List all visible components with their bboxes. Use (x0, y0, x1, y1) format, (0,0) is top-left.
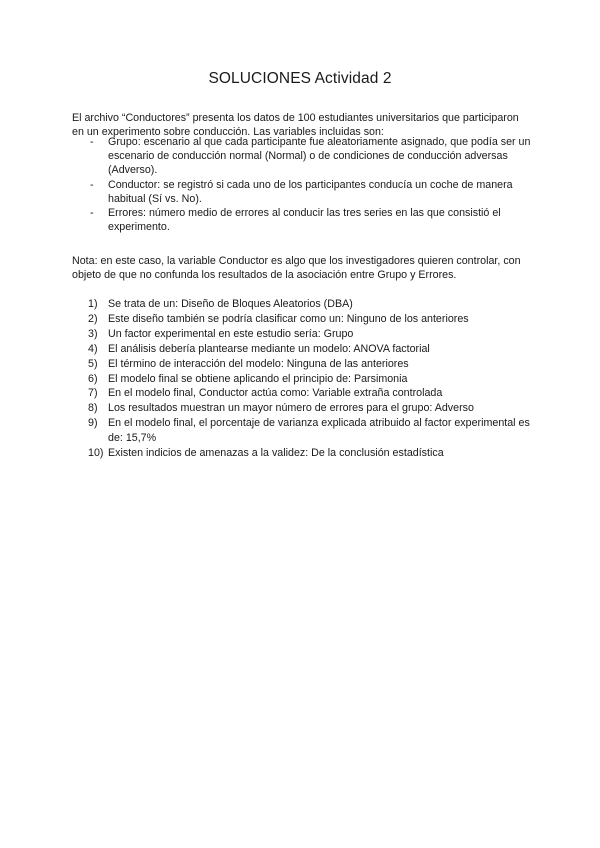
answer-item (90, 401, 530, 416)
answer-item (90, 342, 530, 357)
answer-text: El término de interacción del modelo: Ninguna de las anteriores (108, 357, 409, 370)
page-title: SOLUCIONES Actividad 2 (208, 70, 392, 87)
answer-text: El análisis debería plantearse mediante un modelo: ANOVA factorial (108, 342, 430, 355)
answer-item (90, 357, 530, 372)
list-item (72, 206, 532, 234)
answer-text: En el modelo final, el porcentaje de varianza explicada atribuido al factor experimental es de: 15,7% (108, 417, 530, 445)
answer-text: Existen indicios de amenazas a la validez: De la conclusión estadística (108, 447, 444, 460)
answers-list (90, 297, 530, 461)
answer-item (90, 327, 530, 342)
intro-paragraph: El archivo “Conductores” presenta los datos de 100 estudiantes universitarios que participaron en un experimento sobre conducción. Las variables incluidas son: (72, 112, 519, 139)
list-item-text: Grupo: escenario al que cada participante fue aleatoriamente asignado, que podía ser un escenario de conducción normal (Normal) o de condiciones de conducción adversas (Adverso). (108, 136, 531, 177)
answer-number: 5) (88, 357, 98, 370)
answer-text: El modelo final se obtiene aplicando el principio de: Parsimonia (108, 372, 408, 385)
list-item (72, 135, 532, 178)
list-item-text: Errores: número medio de errores al conducir las tres series en las que consistió el experimento. (108, 207, 501, 234)
answer-number: 2) (88, 312, 98, 325)
answer-item (90, 446, 530, 461)
answer-number: 9) (88, 417, 98, 430)
answer-number: 3) (88, 327, 98, 340)
answer-item (90, 312, 530, 327)
answer-number: 4) (88, 342, 98, 355)
list-bullet: - (90, 178, 94, 191)
list-bullet: - (90, 136, 94, 148)
variables-list (72, 135, 532, 234)
answer-text: Los resultados muestran un mayor número de errores para el grupo: Adverso (108, 402, 474, 415)
answer-text: Un factor experimental en este estudio sería: Grupo (108, 327, 354, 340)
answer-number: 7) (88, 387, 98, 400)
answer-item (90, 386, 530, 401)
list-bullet: - (90, 207, 94, 220)
answer-text: En el modelo final, Conductor actúa como: Variable extraña controlada (108, 387, 443, 400)
answer-number: 10) (88, 447, 104, 460)
answer-item (90, 416, 530, 446)
answer-item (90, 372, 530, 387)
answer-text: Este diseño también se podría clasificar como un: Ninguno de los anteriores (108, 312, 469, 325)
answer-number: 8) (88, 402, 98, 415)
note-paragraph: Nota: en este caso, la variable Conductor es algo que los investigadores quieren controlar, con objeto de que no confunda los resultados de la asociación entre Grupo y Errores. (72, 255, 521, 282)
answer-item (90, 297, 530, 312)
answer-number: 6) (88, 372, 98, 385)
answer-text: Se trata de un: Diseño de Bloques Aleatorios (DBA) (108, 298, 353, 310)
list-item-text: Conductor: se registró si cada uno de los participantes conducía un coche de manera habitual (Sí vs. No). (108, 178, 513, 205)
answer-number: 1) (88, 298, 98, 310)
list-item (72, 178, 532, 206)
